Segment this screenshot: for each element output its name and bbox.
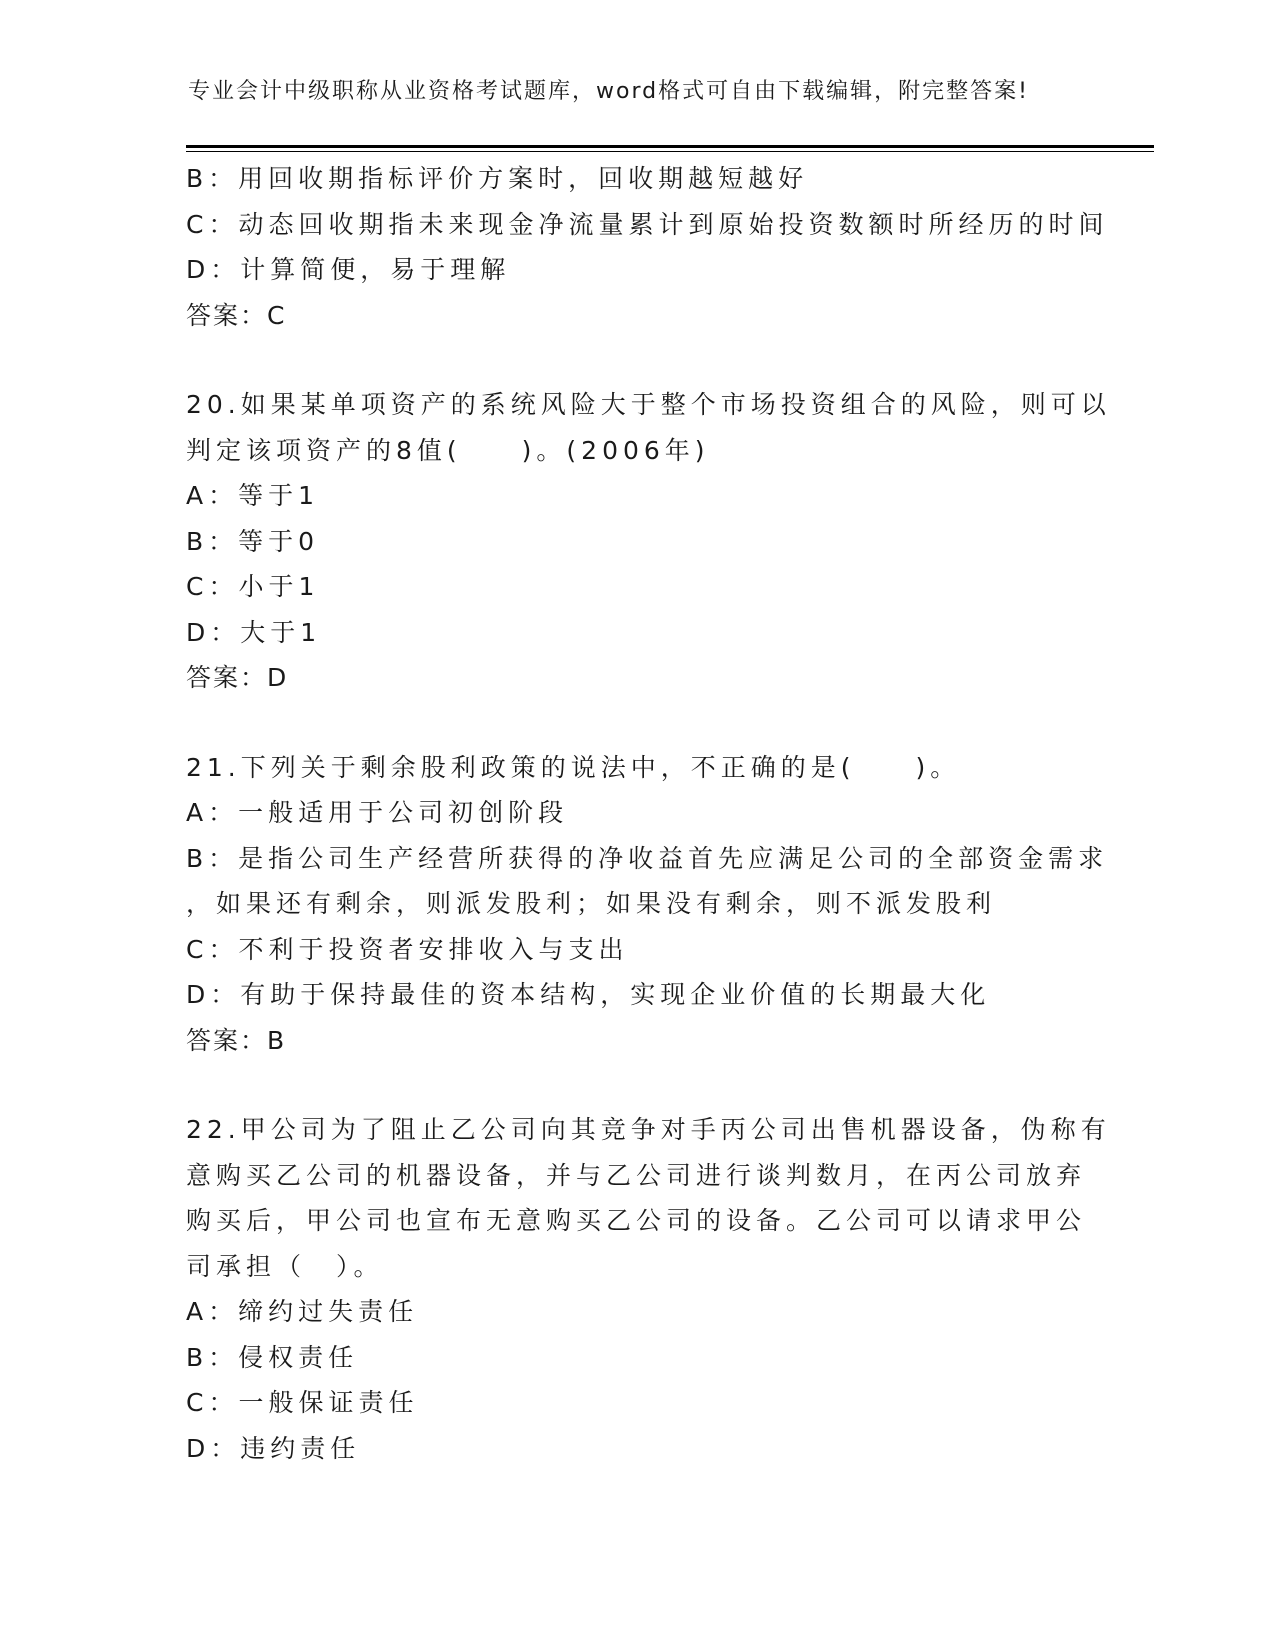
question-stem: 20.如果某单项资产的系统风险大于整个市场投资组合的风险，则可以 <box>186 390 1111 419</box>
option-line: D：计算简便，易于理解 <box>186 255 511 284</box>
option-line: C：小于1 <box>186 572 320 601</box>
option-line: A：等于1 <box>186 481 320 510</box>
option-line: A：缔约过失责任 <box>186 1297 419 1326</box>
option-line: A：一般适用于公司初创阶段 <box>186 798 569 827</box>
question-stem: 司承担（ ）。 <box>186 1251 384 1281</box>
question-content <box>186 156 1111 1471</box>
option-line: C：动态回收期指未来现金净流量累计到原始投资数额时所经历的时间 <box>186 209 1109 239</box>
answer-line: 答案：C <box>186 300 287 330</box>
option-line: B：用回收期指标评价方案时，回收期越短越好 <box>186 164 809 193</box>
answer-line: 答案：B <box>186 1025 287 1055</box>
question-stem: 22.甲公司为了阻止乙公司向其竞争对手丙公司出售机器设备，伪称有 <box>186 1115 1111 1144</box>
option-line: C：一般保证责任 <box>186 1388 419 1417</box>
option-line: B：是指公司生产经营所获得的净收益首先应满足公司的全部资金需求 <box>186 843 1109 873</box>
question-stem: 意购买乙公司的机器设备，并与乙公司进行谈判数月，在丙公司放弃 <box>186 1160 1087 1190</box>
answer-line: 答案：D <box>186 663 289 692</box>
option-line: B：侵权责任 <box>186 1342 359 1372</box>
question-stem: 购买后，甲公司也宣布无意购买乙公司的设备。乙公司可以请求甲公 <box>186 1206 1087 1235</box>
option-line: D：有助于保持最佳的资本结构，实现企业价值的长期最大化 <box>186 980 991 1009</box>
question-stem: 21.下列关于剩余股利政策的说法中，不正确的是( )。 <box>186 752 961 782</box>
option-line: D：大于1 <box>186 617 322 647</box>
option-line: ，如果还有剩余，则派发股利；如果没有剩余，则不派发股利 <box>186 889 997 918</box>
question-stem: 判定该项资产的8值( )。(2006年) <box>186 435 710 465</box>
header-rule-thin <box>186 151 1154 152</box>
option-line: B：等于0 <box>186 526 320 556</box>
option-line: C：不利于投资者安排收入与支出 <box>186 934 629 964</box>
header-rule-thick <box>186 145 1154 148</box>
option-line: D：违约责任 <box>186 1433 361 1463</box>
page-header: 专业会计中级职称从业资格考试题库，word格式可自由下载编辑，附完整答案! <box>188 79 1029 104</box>
